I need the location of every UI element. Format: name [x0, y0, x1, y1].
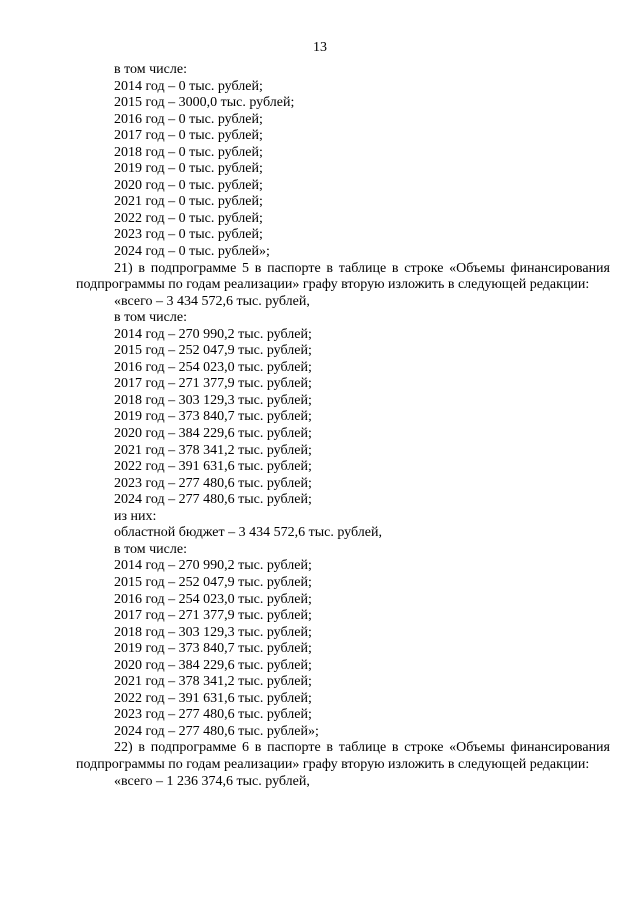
text-line: «всего – 1 236 374,6 тыс. рублей, — [114, 773, 310, 789]
text-line: 2023 год – 277 480,6 тыс. рублей; — [114, 475, 312, 491]
text-line: 2019 год – 373 840,7 тыс. рублей; — [114, 409, 312, 425]
text-line: 2016 год – 254 023,0 тыс. рублей; — [114, 359, 312, 375]
text-line: 2021 год – 378 341,2 тыс. рублей; — [114, 442, 312, 458]
funding-list-block-2 — [76, 294, 610, 741]
text-line: 2017 год – 271 377,9 тыс. рублей; — [114, 608, 312, 624]
text-line: 2022 год – 0 тыс. рублей; — [114, 210, 263, 226]
text-line: 2022 год – 391 631,6 тыс. рублей; — [114, 690, 312, 706]
text-line: 2016 год – 0 тыс. рублей; — [114, 111, 263, 127]
text-line: 2024 год – 277 480,6 тыс. рублей»; — [114, 723, 319, 739]
text-line: 2021 год – 378 341,2 тыс. рублей; — [114, 674, 312, 690]
text-line: 2014 год – 270 990,2 тыс. рублей; — [114, 326, 312, 342]
text-line: областной бюджет – 3 434 572,6 тыс. рублей, — [114, 525, 382, 541]
paragraph-22: 22) в подпрограмме 6 в паспорте в таблице в строке «Объемы финансирования подпрограммы по годам реализации» графу вторую изложить в следующей редакции: — [76, 740, 610, 772]
text-line: 2014 год – 0 тыс. рублей; — [114, 78, 263, 94]
text-line: 2018 год – 303 129,3 тыс. рублей; — [114, 624, 312, 640]
text-line: 2016 год – 254 023,0 тыс. рублей; — [114, 591, 312, 607]
text-line: 2023 год – 277 480,6 тыс. рублей; — [114, 707, 312, 723]
text-line: в том числе: — [114, 62, 187, 77]
text-line: в том числе: — [114, 310, 187, 326]
document-body — [76, 62, 610, 790]
text-line: 2019 год – 373 840,7 тыс. рублей; — [114, 641, 312, 657]
text-line: 2015 год – 3000,0 тыс. рублей; — [114, 95, 295, 111]
text-line: 2019 год – 0 тыс. рублей; — [114, 161, 263, 177]
text-line: 2024 год – 0 тыс. рублей»; — [114, 244, 270, 260]
text-line: 2024 год – 277 480,6 тыс. рублей; — [114, 492, 312, 508]
text-line: из них: — [114, 508, 157, 524]
paragraph-21: 21) в подпрограмме 5 в паспорте в таблице в строке «Объемы финансирования подпрограммы по годам реализации» графу вторую изложить в следующей редакции: — [76, 260, 610, 293]
text-line: 2022 год – 391 631,6 тыс. рублей; — [114, 459, 312, 475]
text-line: 2014 год – 270 990,2 тыс. рублей; — [114, 558, 312, 574]
text-line: 2018 год – 0 тыс. рублей; — [114, 144, 263, 160]
text-line: 2023 год – 0 тыс. рублей; — [114, 227, 263, 243]
text-line: 2017 год – 271 377,9 тыс. рублей; — [114, 376, 312, 392]
page-number: 13 — [313, 40, 327, 55]
text-line: «всего – 3 434 572,6 тыс. рублей, — [114, 293, 310, 309]
text-line: 2020 год – 0 тыс. рублей; — [114, 177, 263, 193]
text-line: 2020 год – 384 229,6 тыс. рублей; — [114, 657, 312, 673]
text-line: 2017 год – 0 тыс. рублей; — [114, 128, 263, 144]
text-line: 2020 год – 384 229,6 тыс. рублей; — [114, 426, 312, 442]
text-line: 2021 год – 0 тыс. рублей; — [114, 194, 263, 210]
funding-list-block-1 — [76, 62, 610, 261]
text-line: 2015 год – 252 047,9 тыс. рублей; — [114, 574, 312, 590]
text-line: 2018 год – 303 129,3 тыс. рублей; — [114, 392, 312, 408]
funding-list-block-3 — [76, 774, 610, 791]
text-line: 2015 год – 252 047,9 тыс. рублей; — [114, 343, 312, 359]
text-line: в том числе: — [114, 541, 187, 557]
